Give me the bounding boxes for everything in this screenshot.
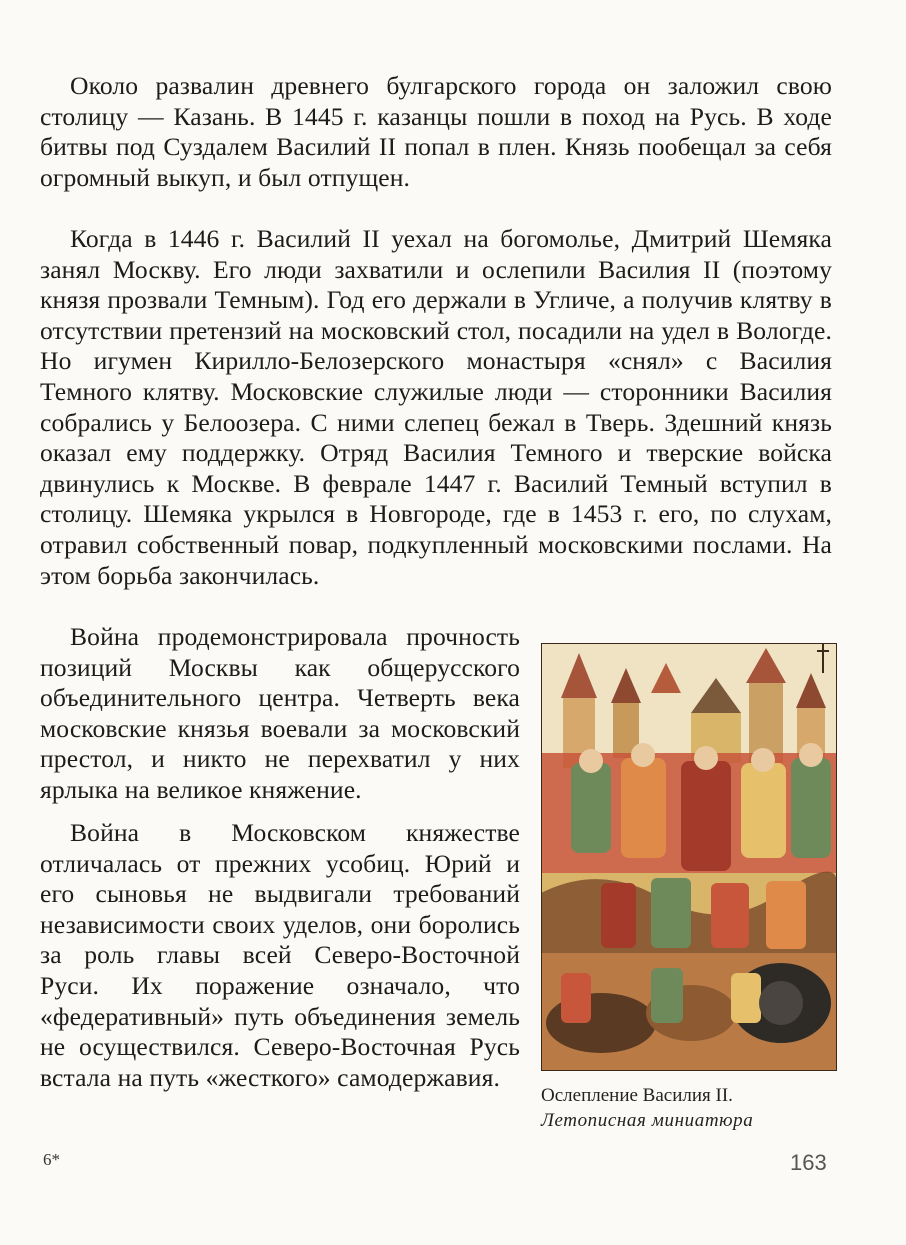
page-number: 163	[790, 1150, 827, 1175]
paragraph-3: Война продемонстрировала прочность позиций Москвы как общерусского объединительного центра. Четверть века московские князья воевали за московский престол, и никто не перехватил у них ярлыка на великое княжение.	[40, 622, 520, 804]
middle-scene	[541, 872, 837, 953]
signature-mark: 6*	[43, 1150, 60, 1169]
bottom-scene	[541, 953, 837, 1071]
paragraph-1: Около развалин древнего булгарского города он заложил свою столицу — Казань. В 1445 г. казанцы пошли в поход на Русь. В ходе битвы под Суздалем Василий II попал в плен. Князь пообещал за себя огромный выкуп, и был отпущен.	[40, 71, 832, 192]
caption-title: Ослепление Василия II.	[541, 1085, 733, 1106]
crowd-figures	[541, 743, 837, 873]
caption-subtitle: Летописная миниатюра	[541, 1110, 754, 1131]
paragraph-4: Война в Московском княжестве отличалась от прежних усобиц. Юрий и его сыновья не выдвигали требований независимости своих уделов, они боролись за роль главы всей Северо-Восточной Руси. Их поражение означало, что «федеративный» путь объединения земель не осуществился. Северо-Восточная Русь встала на путь «жесткого» самодержавия.	[40, 818, 520, 1092]
figure-caption	[541, 1083, 841, 1133]
paragraph-2: Когда в 1446 г. Василий II уехал на богомолье, Дмитрий Шемяка занял Москву. Его люди захватили и ослепили Василия II (поэтому князя прозвали Темным). Год его держали в Угличе, а получив клятву в отсутствии претензий на московский стол, посадили на удел в Вологде. Но игумен Кирилло-Белозерского монастыря «снял» с Василия Темного клятву. Московские служилые люди — сторонники Василия собрались у Белоозера. С ними слепец бежал в Тверь. Здешний князь оказал ему поддержку. Отряд Василия Темного и тверские войска двинулись к Москве. В феврале 1447 г. Василий Темный вступил в столицу. Шемяка укрылся в Новгороде, где в 1453 г. его, по слухам, отравил собственный повар, подкупленный московскими послами. На этом борьба закончилась.	[40, 224, 832, 590]
chronicle-miniature-illustration	[541, 643, 837, 1071]
